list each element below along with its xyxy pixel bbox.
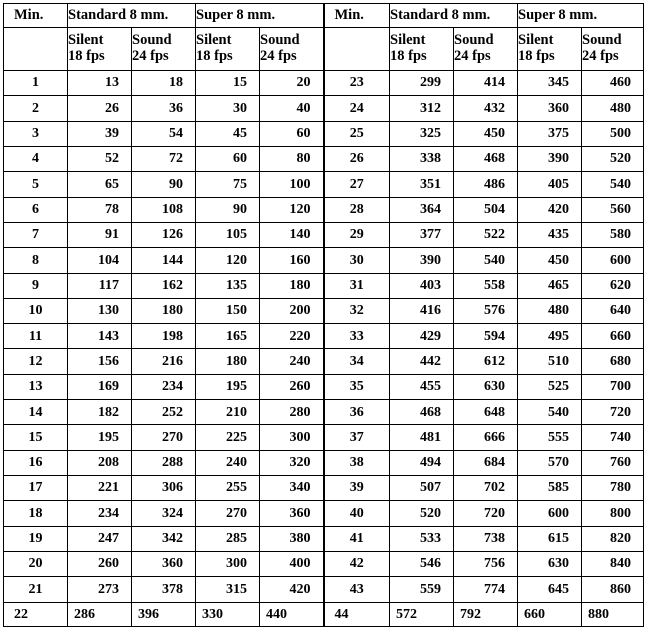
min-cell: 18	[4, 501, 68, 526]
sound-header	[260, 28, 324, 71]
standard-sound-cell: 72	[132, 146, 196, 171]
super-sound-cell: 460	[582, 71, 644, 96]
super-sound-cell: 80	[260, 146, 324, 171]
fps-24-label: 24 fps	[582, 48, 619, 64]
standard-silent-cell: 364	[390, 197, 454, 222]
min-cell: 19	[4, 526, 68, 551]
min-cell: 39	[324, 476, 390, 501]
sound-header	[132, 28, 196, 71]
standard-silent-cell: 65	[68, 172, 132, 197]
super-silent-cell: 630	[518, 551, 582, 576]
standard-silent-cell: 442	[390, 349, 454, 374]
super-sound-cell: 420	[260, 577, 324, 602]
min-cell: 23	[324, 71, 390, 96]
super-silent-cell: 540	[518, 400, 582, 425]
super-sound-cell: 880	[582, 602, 644, 626]
standard-silent-cell: 13	[68, 71, 132, 96]
super-silent-cell: 210	[196, 400, 260, 425]
standard-silent-cell: 559	[390, 577, 454, 602]
table-row	[4, 222, 644, 247]
super-silent-cell: 480	[518, 298, 582, 323]
super-8mm-header: Super 8 mm.	[518, 4, 644, 28]
super-silent-cell: 75	[196, 172, 260, 197]
standard-sound-cell: 666	[454, 425, 518, 450]
min-cell: 41	[324, 526, 390, 551]
super-sound-cell: 480	[582, 96, 644, 121]
super-silent-cell: 450	[518, 248, 582, 273]
standard-silent-cell: 182	[68, 400, 132, 425]
standard-sound-cell: 378	[132, 577, 196, 602]
fps-18-label: 18 fps	[518, 48, 555, 64]
standard-sound-cell: 702	[454, 476, 518, 501]
standard-silent-cell: 507	[390, 476, 454, 501]
min-cell: 43	[324, 577, 390, 602]
standard-silent-cell: 403	[390, 273, 454, 298]
super-silent-cell: 45	[196, 121, 260, 146]
table-row	[4, 298, 644, 323]
standard-silent-cell: 416	[390, 298, 454, 323]
super-silent-cell: 30	[196, 96, 260, 121]
min-cell: 32	[324, 298, 390, 323]
standard-sound-cell: 432	[454, 96, 518, 121]
fps-18-label: 18 fps	[68, 48, 105, 64]
standard-silent-cell: 286	[68, 602, 132, 626]
standard-sound-cell: 756	[454, 551, 518, 576]
super-sound-cell: 440	[260, 602, 324, 626]
standard-sound-cell: 540	[454, 248, 518, 273]
super-silent-cell: 270	[196, 501, 260, 526]
standard-sound-cell: 450	[454, 121, 518, 146]
super-silent-cell: 150	[196, 298, 260, 323]
min-cell: 28	[324, 197, 390, 222]
table-row	[4, 374, 644, 399]
min-cell: 38	[324, 450, 390, 475]
standard-sound-cell: 18	[132, 71, 196, 96]
super-silent-cell: 240	[196, 450, 260, 475]
standard-sound-cell: 36	[132, 96, 196, 121]
header-row-top	[4, 4, 644, 28]
super-silent-cell: 300	[196, 551, 260, 576]
super-silent-cell: 225	[196, 425, 260, 450]
super-sound-cell: 40	[260, 96, 324, 121]
standard-silent-cell: 520	[390, 501, 454, 526]
min-cell: 33	[324, 324, 390, 349]
super-silent-cell: 555	[518, 425, 582, 450]
super-silent-cell: 285	[196, 526, 260, 551]
standard-sound-cell: 126	[132, 222, 196, 247]
min-cell: 22	[4, 602, 68, 626]
super-sound-cell: 820	[582, 526, 644, 551]
standard-sound-cell: 324	[132, 501, 196, 526]
standard-silent-cell: 26	[68, 96, 132, 121]
sound-label: Sound	[260, 32, 300, 49]
super-8mm-header: Super 8 mm.	[196, 4, 324, 28]
standard-silent-cell: 429	[390, 324, 454, 349]
standard-sound-cell: 396	[132, 602, 196, 626]
silent-header	[390, 28, 454, 71]
min-cell: 29	[324, 222, 390, 247]
min-cell: 31	[324, 273, 390, 298]
standard-sound-cell: 414	[454, 71, 518, 96]
super-sound-cell: 680	[582, 349, 644, 374]
super-silent-cell: 120	[196, 248, 260, 273]
super-sound-cell: 340	[260, 476, 324, 501]
super-sound-cell: 660	[582, 324, 644, 349]
super-sound-cell: 20	[260, 71, 324, 96]
table-row	[4, 602, 644, 626]
min-subheader-blank	[324, 28, 390, 71]
table-row	[4, 121, 644, 146]
super-sound-cell: 580	[582, 222, 644, 247]
super-sound-cell: 400	[260, 551, 324, 576]
standard-silent-cell: 338	[390, 146, 454, 171]
silent-label: Silent	[68, 32, 104, 49]
standard-sound-cell: 648	[454, 400, 518, 425]
table-row	[4, 273, 644, 298]
film-length-table	[3, 3, 644, 627]
fps-24-label: 24 fps	[132, 48, 169, 64]
sound-header	[582, 28, 644, 71]
super-silent-cell: 570	[518, 450, 582, 475]
silent-header	[196, 28, 260, 71]
standard-sound-cell: 486	[454, 172, 518, 197]
min-cell: 1	[4, 71, 68, 96]
super-silent-cell: 585	[518, 476, 582, 501]
super-sound-cell: 620	[582, 273, 644, 298]
table-row	[4, 71, 644, 96]
standard-sound-cell: 288	[132, 450, 196, 475]
standard-silent-cell: 377	[390, 222, 454, 247]
standard-sound-cell: 738	[454, 526, 518, 551]
min-header: Min.	[324, 4, 390, 28]
super-silent-cell: 360	[518, 96, 582, 121]
standard-sound-cell: 630	[454, 374, 518, 399]
standard-silent-cell: 390	[390, 248, 454, 273]
table-row	[4, 349, 644, 374]
standard-silent-cell: 156	[68, 349, 132, 374]
standard-8mm-header: Standard 8 mm.	[68, 4, 196, 28]
min-cell: 12	[4, 349, 68, 374]
min-cell: 7	[4, 222, 68, 247]
standard-silent-cell: 468	[390, 400, 454, 425]
super-silent-cell: 60	[196, 146, 260, 171]
standard-sound-cell: 576	[454, 298, 518, 323]
standard-silent-cell: 455	[390, 374, 454, 399]
min-cell: 34	[324, 349, 390, 374]
standard-silent-cell: 299	[390, 71, 454, 96]
standard-silent-cell: 221	[68, 476, 132, 501]
silent-label: Silent	[390, 32, 426, 49]
standard-silent-cell: 78	[68, 197, 132, 222]
min-subheader-blank	[4, 28, 68, 71]
standard-sound-cell: 468	[454, 146, 518, 171]
standard-silent-cell: 533	[390, 526, 454, 551]
fps-18-label: 18 fps	[390, 48, 427, 64]
sound-header	[454, 28, 518, 71]
standard-sound-cell: 54	[132, 121, 196, 146]
super-silent-cell: 420	[518, 197, 582, 222]
sound-label: Sound	[582, 32, 622, 49]
super-sound-cell: 320	[260, 450, 324, 475]
silent-header	[518, 28, 582, 71]
min-cell: 25	[324, 121, 390, 146]
standard-sound-cell: 774	[454, 577, 518, 602]
standard-silent-cell: 273	[68, 577, 132, 602]
super-silent-cell: 645	[518, 577, 582, 602]
standard-sound-cell: 558	[454, 273, 518, 298]
min-cell: 16	[4, 450, 68, 475]
standard-silent-cell: 39	[68, 121, 132, 146]
standard-silent-cell: 312	[390, 96, 454, 121]
fps-18-label: 18 fps	[196, 48, 233, 64]
min-cell: 42	[324, 551, 390, 576]
super-sound-cell: 360	[260, 501, 324, 526]
standard-sound-cell: 162	[132, 273, 196, 298]
standard-sound-cell: 144	[132, 248, 196, 273]
standard-sound-cell: 360	[132, 551, 196, 576]
standard-sound-cell: 342	[132, 526, 196, 551]
standard-sound-cell: 306	[132, 476, 196, 501]
super-silent-cell: 135	[196, 273, 260, 298]
super-silent-cell: 165	[196, 324, 260, 349]
super-sound-cell: 600	[582, 248, 644, 273]
super-sound-cell: 60	[260, 121, 324, 146]
min-cell: 35	[324, 374, 390, 399]
standard-sound-cell: 612	[454, 349, 518, 374]
silent-header	[68, 28, 132, 71]
super-silent-cell: 525	[518, 374, 582, 399]
standard-silent-cell: 260	[68, 551, 132, 576]
fps-24-label: 24 fps	[454, 48, 491, 64]
min-cell: 44	[324, 602, 390, 626]
min-cell: 9	[4, 273, 68, 298]
standard-sound-cell: 180	[132, 298, 196, 323]
table-row	[4, 501, 644, 526]
standard-silent-cell: 104	[68, 248, 132, 273]
sound-label: Sound	[132, 32, 172, 49]
super-sound-cell: 760	[582, 450, 644, 475]
min-cell: 14	[4, 400, 68, 425]
table-row	[4, 551, 644, 576]
min-cell: 20	[4, 551, 68, 576]
super-sound-cell: 100	[260, 172, 324, 197]
table-row	[4, 425, 644, 450]
table-body	[4, 71, 644, 627]
standard-sound-cell: 198	[132, 324, 196, 349]
min-cell: 27	[324, 172, 390, 197]
standard-silent-cell: 195	[68, 425, 132, 450]
super-silent-cell: 330	[196, 602, 260, 626]
super-silent-cell: 15	[196, 71, 260, 96]
standard-silent-cell: 143	[68, 324, 132, 349]
standard-sound-cell: 684	[454, 450, 518, 475]
standard-silent-cell: 169	[68, 374, 132, 399]
super-silent-cell: 105	[196, 222, 260, 247]
super-silent-cell: 405	[518, 172, 582, 197]
standard-sound-cell: 720	[454, 501, 518, 526]
super-sound-cell: 780	[582, 476, 644, 501]
min-header: Min.	[4, 4, 68, 28]
super-silent-cell: 90	[196, 197, 260, 222]
table-row	[4, 526, 644, 551]
super-silent-cell: 375	[518, 121, 582, 146]
super-silent-cell: 255	[196, 476, 260, 501]
standard-silent-cell: 117	[68, 273, 132, 298]
super-sound-cell: 240	[260, 349, 324, 374]
super-silent-cell: 345	[518, 71, 582, 96]
standard-silent-cell: 325	[390, 121, 454, 146]
min-cell: 40	[324, 501, 390, 526]
super-sound-cell: 700	[582, 374, 644, 399]
super-sound-cell: 640	[582, 298, 644, 323]
min-cell: 5	[4, 172, 68, 197]
table-row	[4, 324, 644, 349]
super-sound-cell: 560	[582, 197, 644, 222]
super-silent-cell: 390	[518, 146, 582, 171]
super-sound-cell: 740	[582, 425, 644, 450]
super-silent-cell: 195	[196, 374, 260, 399]
sound-label: Sound	[454, 32, 494, 49]
super-sound-cell: 720	[582, 400, 644, 425]
standard-sound-cell: 90	[132, 172, 196, 197]
super-silent-cell: 600	[518, 501, 582, 526]
standard-sound-cell: 522	[454, 222, 518, 247]
super-silent-cell: 180	[196, 349, 260, 374]
table-row	[4, 197, 644, 222]
fps-24-label: 24 fps	[260, 48, 297, 64]
min-cell: 11	[4, 324, 68, 349]
standard-silent-cell: 130	[68, 298, 132, 323]
silent-label: Silent	[518, 32, 554, 49]
min-cell: 17	[4, 476, 68, 501]
super-sound-cell: 280	[260, 400, 324, 425]
standard-sound-cell: 792	[454, 602, 518, 626]
standard-sound-cell: 234	[132, 374, 196, 399]
standard-silent-cell: 481	[390, 425, 454, 450]
table-row	[4, 450, 644, 475]
super-silent-cell: 660	[518, 602, 582, 626]
super-sound-cell: 300	[260, 425, 324, 450]
standard-silent-cell: 247	[68, 526, 132, 551]
super-silent-cell: 315	[196, 577, 260, 602]
min-cell: 36	[324, 400, 390, 425]
standard-sound-cell: 270	[132, 425, 196, 450]
super-sound-cell: 140	[260, 222, 324, 247]
super-sound-cell: 380	[260, 526, 324, 551]
super-silent-cell: 465	[518, 273, 582, 298]
super-silent-cell: 510	[518, 349, 582, 374]
super-sound-cell: 180	[260, 273, 324, 298]
standard-sound-cell: 108	[132, 197, 196, 222]
standard-silent-cell: 572	[390, 602, 454, 626]
super-sound-cell: 540	[582, 172, 644, 197]
super-silent-cell: 495	[518, 324, 582, 349]
standard-silent-cell: 234	[68, 501, 132, 526]
super-silent-cell: 615	[518, 526, 582, 551]
standard-sound-cell: 504	[454, 197, 518, 222]
silent-label: Silent	[196, 32, 232, 49]
min-cell: 30	[324, 248, 390, 273]
standard-sound-cell: 594	[454, 324, 518, 349]
standard-sound-cell: 216	[132, 349, 196, 374]
super-sound-cell: 220	[260, 324, 324, 349]
standard-silent-cell: 52	[68, 146, 132, 171]
table-row	[4, 146, 644, 171]
standard-silent-cell: 91	[68, 222, 132, 247]
min-cell: 2	[4, 96, 68, 121]
standard-sound-cell: 252	[132, 400, 196, 425]
standard-silent-cell: 494	[390, 450, 454, 475]
table-row	[4, 577, 644, 602]
standard-silent-cell: 546	[390, 551, 454, 576]
standard-8mm-header: Standard 8 mm.	[390, 4, 518, 28]
min-cell: 37	[324, 425, 390, 450]
super-sound-cell: 120	[260, 197, 324, 222]
super-sound-cell: 500	[582, 121, 644, 146]
super-sound-cell: 260	[260, 374, 324, 399]
super-silent-cell: 435	[518, 222, 582, 247]
table-row	[4, 400, 644, 425]
min-cell: 6	[4, 197, 68, 222]
super-sound-cell: 520	[582, 146, 644, 171]
super-sound-cell: 840	[582, 551, 644, 576]
table-row	[4, 476, 644, 501]
table-row	[4, 172, 644, 197]
min-cell: 3	[4, 121, 68, 146]
min-cell: 8	[4, 248, 68, 273]
min-cell: 15	[4, 425, 68, 450]
min-cell: 21	[4, 577, 68, 602]
table-row	[4, 96, 644, 121]
standard-silent-cell: 351	[390, 172, 454, 197]
min-cell: 10	[4, 298, 68, 323]
min-cell: 4	[4, 146, 68, 171]
super-sound-cell: 160	[260, 248, 324, 273]
table-row	[4, 248, 644, 273]
min-cell: 13	[4, 374, 68, 399]
super-sound-cell: 860	[582, 577, 644, 602]
min-cell: 24	[324, 96, 390, 121]
min-cell: 26	[324, 146, 390, 171]
standard-silent-cell: 208	[68, 450, 132, 475]
header-row-sub	[4, 28, 644, 71]
super-sound-cell: 800	[582, 501, 644, 526]
super-sound-cell: 200	[260, 298, 324, 323]
